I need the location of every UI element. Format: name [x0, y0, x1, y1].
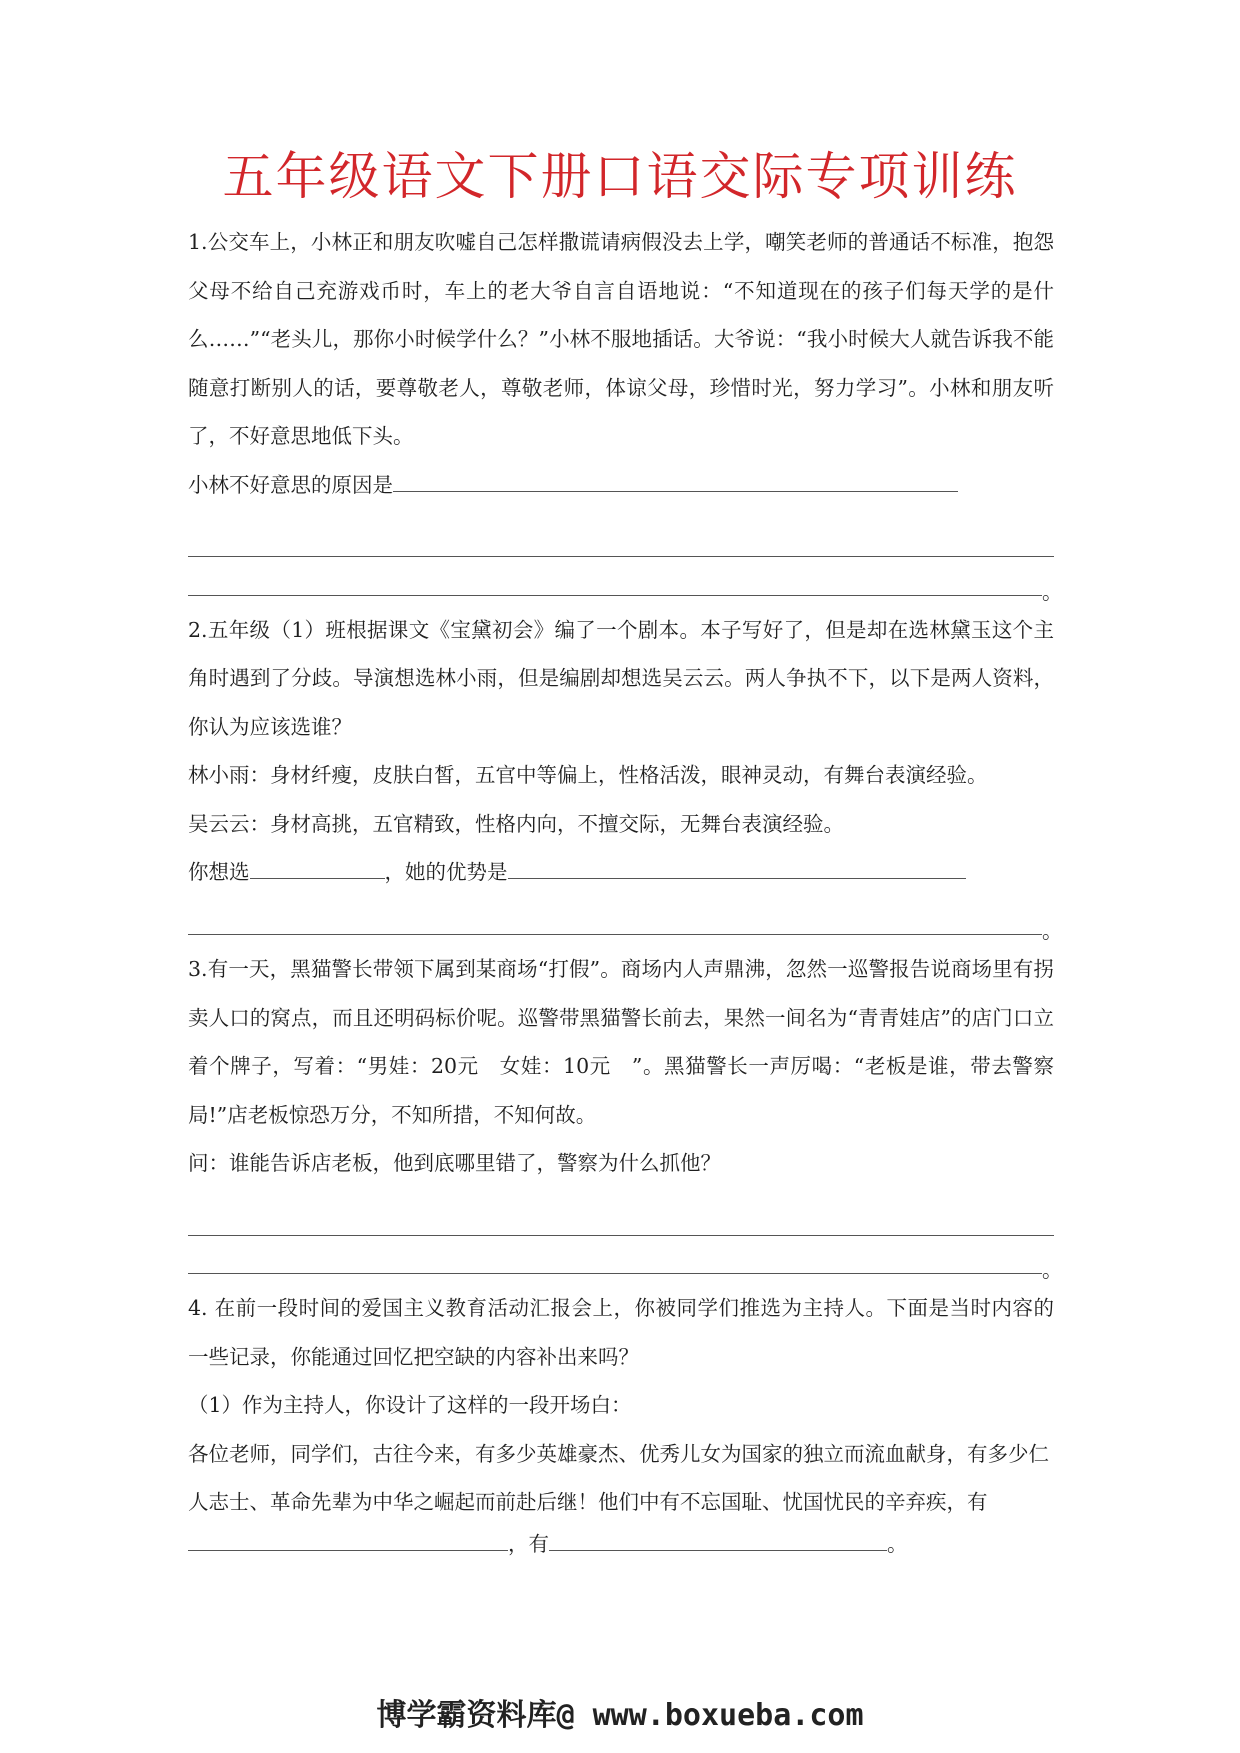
opening-speech: 各位老师，同学们，古往今来，有多少英雄豪杰、优秀儿女为国家的独立而流血献身，有多少仁人志士、革命先辈为中华之崛起而前赴后继！他们中有不忘国耻、忧国忧民的辛弃疾，有 — [188, 1441, 1049, 1514]
question-1-answer-line — [188, 461, 1054, 510]
question-1-prompt: 小林不好意思的原因是 — [188, 472, 393, 497]
worksheet-body — [188, 218, 1063, 1557]
answer-rule-end[interactable] — [188, 897, 1063, 946]
question-3-question: 问：谁能告诉店老板，他到底哪里错了，警察为什么抓他？ — [188, 1151, 721, 1175]
question-2-prompt-choice: 你想选 — [188, 860, 250, 884]
page-title: 五年级语文下册口语交际专项训练 — [222, 148, 1018, 207]
question-2-text: 2.五年级（1）班根据课文《宝黛初会》编了一个剧本。本子写好了，但是却在选林黛玉这个主角时遇到了分歧。导演想选林小雨，但是编剧却想选吴云云。两人争执不下，以下是两人资料，你认为应该选谁？ — [188, 617, 1054, 739]
footer-watermark: 博学霸资料库@ www.boxueba.com — [376, 1698, 864, 1733]
answer-blank[interactable] — [393, 469, 958, 492]
answer-rule-end[interactable] — [188, 1236, 1063, 1285]
speech-connector: ，有 — [508, 1531, 549, 1556]
period-mark: 。 — [1042, 579, 1063, 604]
answer-rule[interactable] — [188, 509, 1054, 557]
question-3-text: 3.有一天，黑猫警长带领下属到某商场“打假”。商场内人声鼎沸，忽然一巡警报告说商场里有拐卖人口的窝点，而且还明码标价呢。巡警带黑猫警长前去，果然一间名为“青青娃店”的店门口立着个牌子，写着：“男娃：20元 女娃：10元 ”。黑猫警长一声厉喝：“老板是谁，带去警察局!”店老板惊恐万分，不知所措，不知何故。 — [188, 957, 1054, 1127]
question-4-text: 4. 在前一段时间的爱国主义教育活动汇报会上，你被同学们推选为主持人。下面是当时内容的一些记录，你能通过回忆把空缺的内容补出来吗？ — [188, 1296, 1054, 1369]
question-1-text: 1.公交车上，小林正和朋友吹嘘自己怎样撒谎请病假没去上学，嘲笑老师的普通话不标准，抱怨父母不给自己充游戏币时，车上的老大爷自言自语地说：“不知道现在的孩子们每天学的是什么……”“老头儿，那你小时候学什么？”小林不服地插话。大爷说：“我小时候大人就告诉我不能随意打断别人的话，要尊敬老人，尊敬老师，体谅父母，珍惜时光，努力学习”。小林和朋友听了，不好意思地低下头。 — [188, 230, 1054, 448]
question-2-answer-line — [188, 848, 1054, 897]
period-mark: 。 — [1042, 919, 1063, 943]
question-2-prompt-advantage: ，她的优势是 — [384, 860, 508, 884]
answer-rule[interactable] — [188, 1188, 1054, 1236]
choice-blank[interactable] — [250, 856, 385, 879]
hero-blank-2[interactable] — [549, 1528, 887, 1551]
advantage-blank[interactable] — [508, 856, 966, 879]
question-4-sub-1: （1）作为主持人，你设计了这样的一段开场白： — [188, 1393, 632, 1417]
period-mark: 。 — [887, 1531, 908, 1556]
period-mark: 。 — [1042, 1258, 1063, 1282]
candidate-wu-yunyun: 吴云云：身材高挑，五官精致，性格内向，不擅交际，无舞台表演经验。 — [188, 811, 844, 836]
candidate-lin-xiaoyu: 林小雨：身材纤瘦，皮肤白皙，五官中等偏上，性格活泼，眼神灵动，有舞台表演经验。 — [188, 763, 988, 787]
hero-blank-1[interactable] — [188, 1528, 508, 1551]
answer-rule-end[interactable] — [188, 557, 1063, 606]
